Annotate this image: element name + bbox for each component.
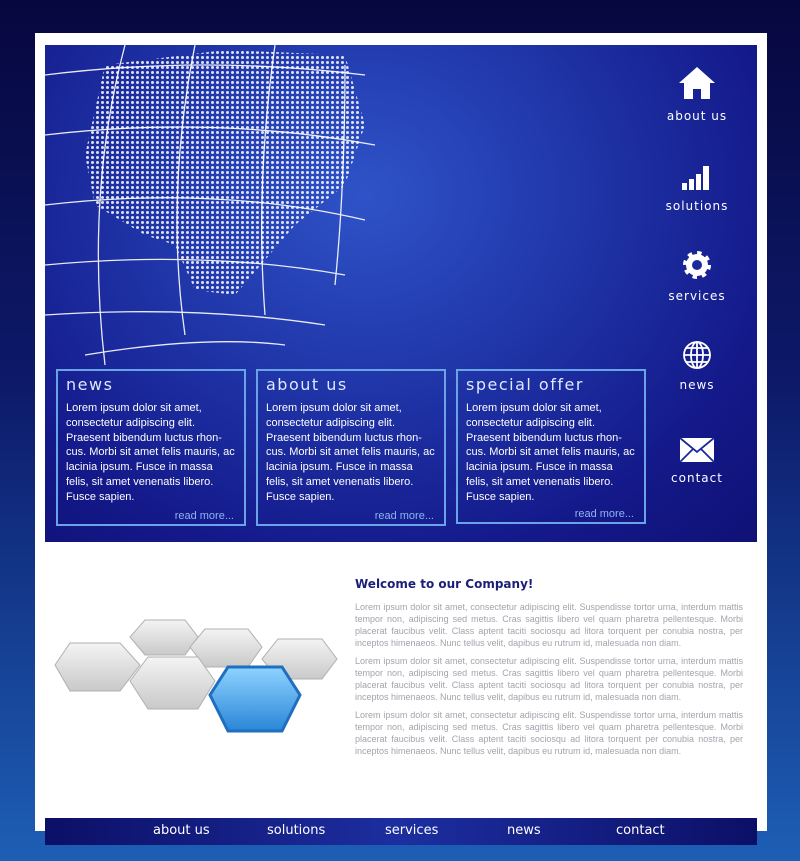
welcome-paragraph: Lorem ipsum dolor sit amet, consectetur adipiscing elit. Suspendisse tortor urna, interdum mattis tempor non, adipiscing sed metus. Cras sagittis libero vel quam pharetra pellentesque. Morbi placerat faucibus velit. Class aptent taciti sociosqu ad litora torquent per conubia nostra, per inceptos himenaeos. Nunc tellus velit, dapibus eu rutrum id, malesuada non diam. [355, 656, 743, 702]
special-offer-box [456, 369, 646, 524]
gear-icon [681, 249, 713, 281]
footer-link-contact[interactable]: contact [616, 823, 665, 838]
welcome-paragraph: Lorem ipsum dolor sit amet, consectetur adipiscing elit. Suspendisse tortor urna, interdum mattis tempor non, adipiscing sed metus. Cras sagittis libero vel quam pharetra pellentesque. Morbi placerat faucibus velit. Class aptent taciti sociosqu ad litora torquent per conubia nostra, per inceptos himenaeos. Nunc tellus velit, dapibus eu rutrum id, malesuada non diam. [355, 602, 743, 648]
bar-chart-icon [681, 163, 713, 191]
nav-services[interactable] [637, 249, 757, 303]
footer-link-services[interactable]: services [385, 823, 439, 838]
read-more-link[interactable]: read more... [574, 508, 634, 520]
footer-link-news[interactable]: news [507, 823, 541, 838]
nav-label: services [668, 289, 726, 303]
box-text: Lorem ipsum dolor sit amet, consectetur adipiscing elit. Praesent bibendum luctus rhon-cus. Morbi sit amet felis mauris, ac lacinia ipsum. Fusce in massa felis, sit amet venenatis libero. Fusce sapien. [466, 402, 635, 503]
globe-icon [682, 340, 712, 370]
nav-contact[interactable] [637, 437, 757, 485]
nav-label: solutions [665, 199, 729, 213]
nav-solutions[interactable] [637, 163, 757, 213]
globe-illustration [45, 45, 405, 375]
welcome-title: Welcome to our Company! [355, 577, 534, 591]
footer-link-about-us[interactable]: about us [153, 823, 210, 838]
welcome-section [355, 577, 743, 763]
home-icon [678, 65, 716, 101]
box-text: Lorem ipsum dolor sit amet, consectetur adipiscing elit. Praesent bibendum luctus rhon-cus. Morbi sit amet felis mauris, ac lacinia ipsum. Fusce in massa felis, sit amet venenatis libero. Fusce sapien. [266, 402, 435, 503]
hexagon-graphic [50, 615, 340, 740]
box-text: Lorem ipsum dolor sit amet, consectetur adipiscing elit. Praesent bibendum luctus rhon-cus. Morbi sit amet felis mauris, ac lacinia ipsum. Fusce in massa felis, sit amet venenatis libero. Fusce sapien. [66, 402, 235, 503]
news-box [56, 369, 246, 526]
box-title: news [66, 375, 114, 394]
nav-news[interactable] [637, 340, 757, 392]
footer-link-solutions[interactable]: solutions [267, 823, 326, 838]
read-more-link[interactable]: read more... [174, 510, 234, 522]
side-nav [637, 45, 757, 542]
hero-banner [45, 45, 757, 542]
nav-about-us[interactable] [637, 65, 757, 123]
read-more-link[interactable]: read more... [374, 510, 434, 522]
box-title: about us [266, 375, 348, 394]
nav-label: contact [671, 471, 723, 485]
box-title: special offer [466, 375, 584, 394]
footer-nav [45, 818, 757, 845]
nav-label: news [679, 378, 715, 392]
nav-label: about us [666, 109, 728, 123]
welcome-paragraph: Lorem ipsum dolor sit amet, consectetur adipiscing elit. Suspendisse tortor urna, interdum mattis tempor non, adipiscing sed metus. Cras sagittis libero vel quam pharetra pellentesque. Morbi placerat faucibus velit. Class aptent taciti sociosqu ad litora torquent per conubia nostra, per inceptos himenaeos. Nunc tellus velit, dapibus eu rutrum id, malesuada non diam. [355, 710, 743, 756]
envelope-icon [679, 437, 715, 463]
about-us-box [256, 369, 446, 526]
